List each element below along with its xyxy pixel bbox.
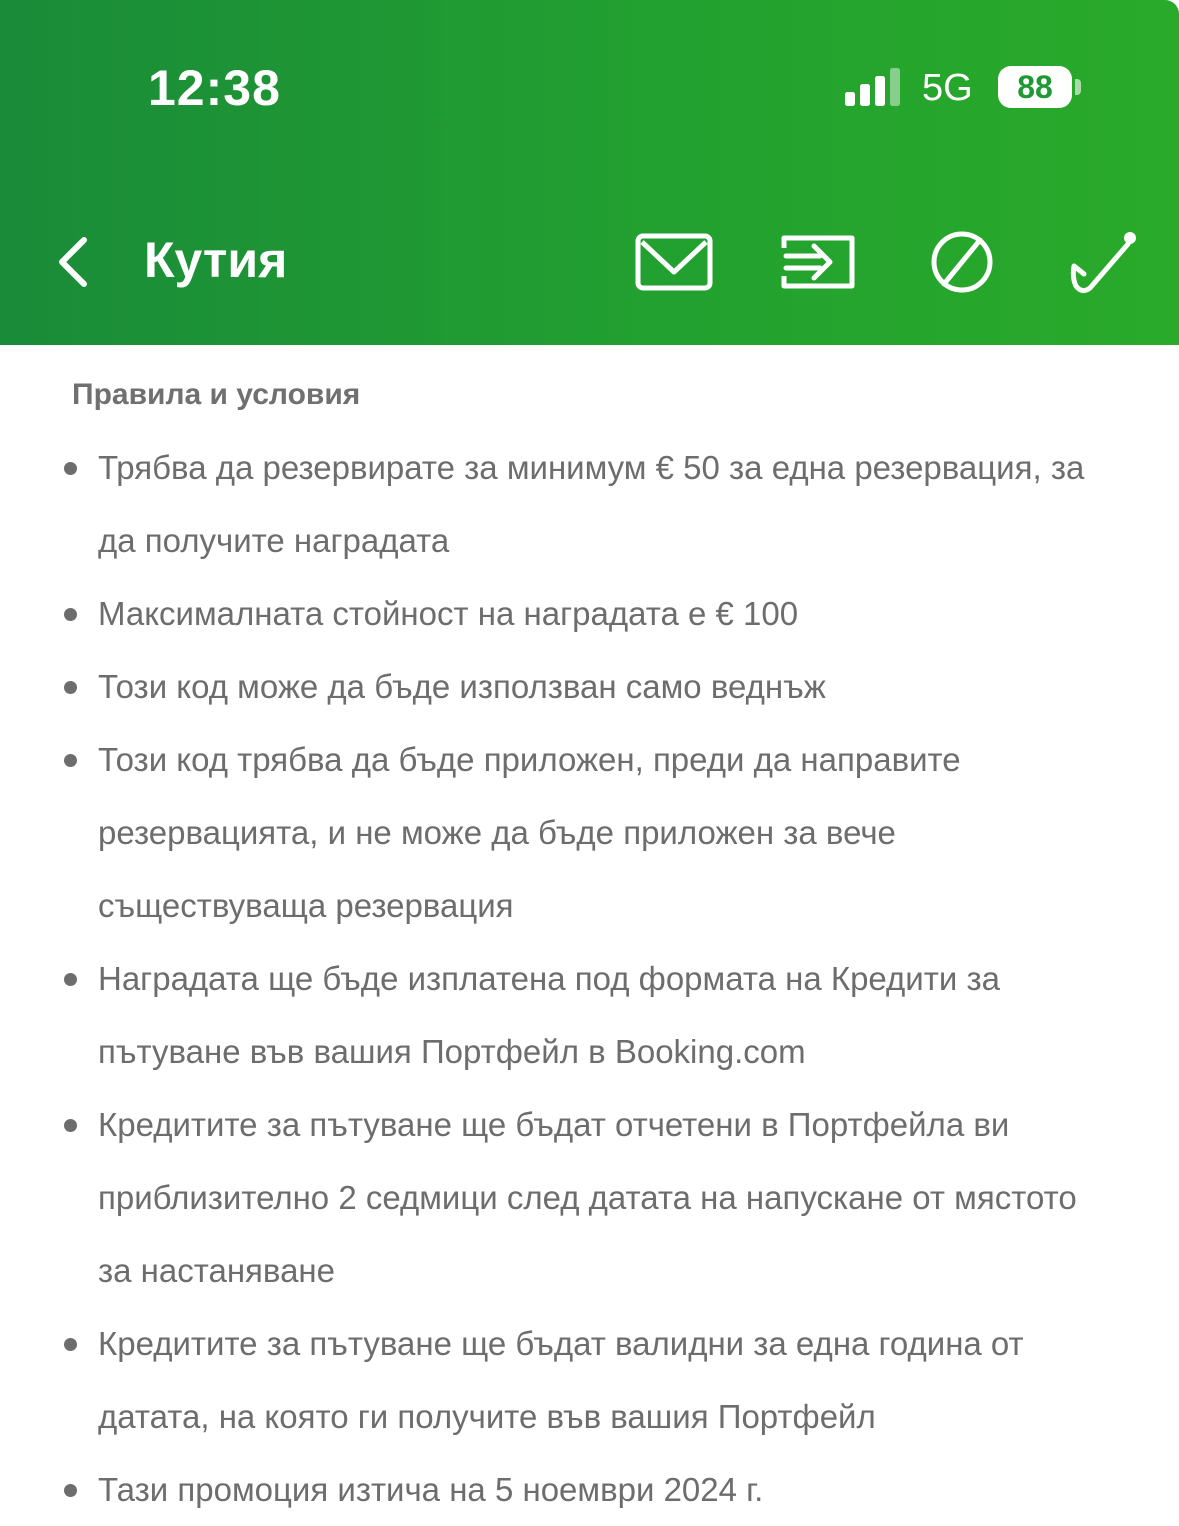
bullet-icon <box>64 973 77 986</box>
battery-indicator <box>998 66 1084 110</box>
term-text: Този код може да бъде използван само веднъж <box>98 668 826 705</box>
page-title: Кутия <box>144 232 288 288</box>
term-text: Максималната стойност на наградата е € 100 <box>98 595 799 632</box>
list-item <box>0 431 1179 577</box>
list-item <box>0 942 1179 1088</box>
terms-list <box>0 431 1179 1526</box>
term-text: Кредитите за пътуване ще бъдат отчетени в Портфейла ви приблизително 2 седмици след датата на напускане от мястото за настаняване <box>98 1106 1077 1289</box>
terms-heading: Правила и условия <box>72 378 361 411</box>
list-item <box>0 1453 1179 1526</box>
battery-level: 88 <box>1017 69 1053 105</box>
list-item <box>0 577 1179 650</box>
move-to-folder-icon <box>778 228 858 296</box>
block-icon <box>922 228 1002 296</box>
block-button[interactable] <box>922 228 1002 296</box>
network-type: 5G <box>922 67 973 109</box>
bullet-icon <box>64 754 77 767</box>
chevron-left-icon <box>48 232 104 292</box>
message-body <box>0 345 1179 1526</box>
bullet-icon <box>64 1119 77 1132</box>
bullet-icon <box>64 608 77 621</box>
term-text: Наградата ще бъде изплатена под формата на Кредити за пътуване във вашия Портфейл в Booking.com <box>98 960 1000 1070</box>
bullet-icon <box>64 462 77 475</box>
bullet-icon <box>64 1484 77 1497</box>
signal-strength-icon <box>845 68 905 106</box>
hook-icon <box>1064 228 1144 296</box>
move-button[interactable] <box>778 228 858 296</box>
term-text: Този код трябва да бъде приложен, преди да направите резервацията, и не може да бъде приложен за вече съществуваща резервация <box>98 741 961 924</box>
list-item <box>0 723 1179 942</box>
list-item <box>0 650 1179 723</box>
term-text: Тази промоция изтича на 5 ноември 2024 г. <box>98 1471 764 1508</box>
status-time: 12:38 <box>148 60 281 116</box>
phishing-button[interactable] <box>1064 228 1144 296</box>
bullet-icon <box>64 1338 77 1351</box>
back-button[interactable] <box>48 232 104 292</box>
app-header <box>0 0 1179 345</box>
list-item <box>0 1307 1179 1453</box>
bullet-icon <box>64 681 77 694</box>
term-text: Кредитите за пътуване ще бъдат валидни за една година от датата, на която ги получите във вашия Портфейл <box>98 1325 1024 1435</box>
envelope-icon <box>634 228 714 296</box>
mark-read-button[interactable] <box>634 228 714 296</box>
term-text: Трябва да резервирате за минимум € 50 за една резервация, за да получите наградата <box>98 449 1085 559</box>
list-item <box>0 1088 1179 1307</box>
